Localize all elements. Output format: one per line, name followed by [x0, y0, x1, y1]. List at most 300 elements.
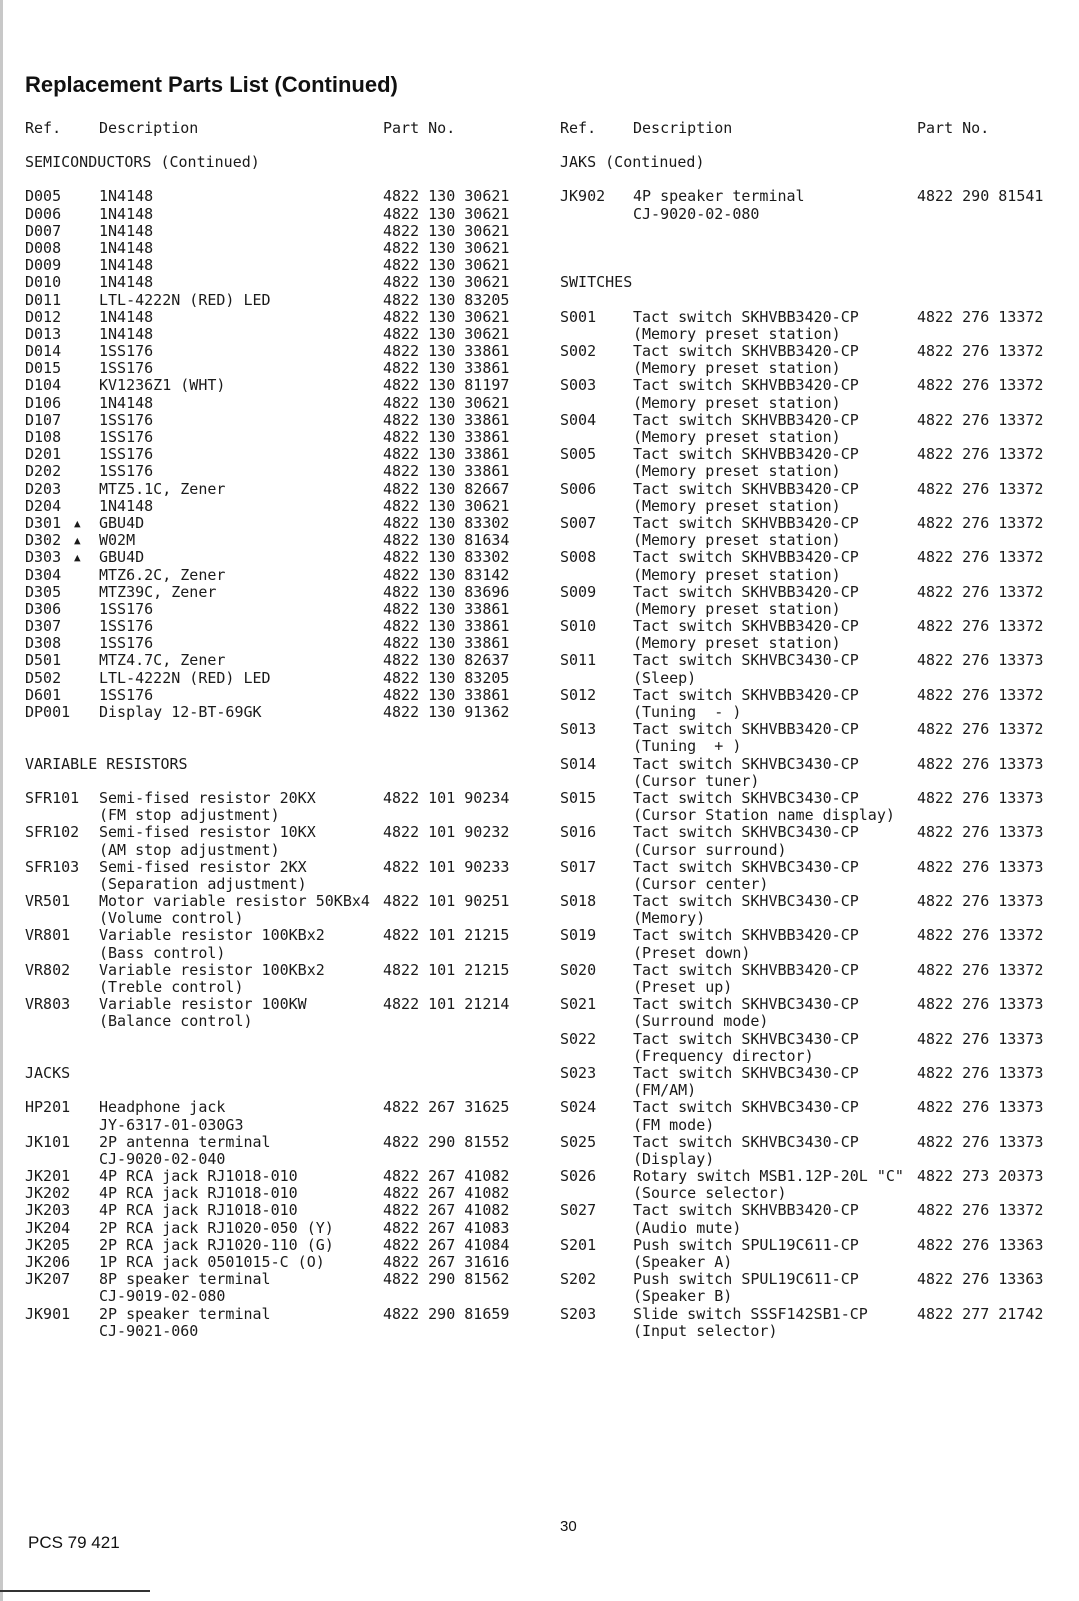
part-description: LTL-4222N (RED) LED — [99, 668, 271, 687]
part-row — [25, 481, 535, 498]
part-ref: D108 — [25, 428, 62, 446]
part-ref: D308 — [25, 634, 62, 653]
part-description: (Cursor Station name display) — [633, 806, 895, 825]
part-row — [25, 1271, 535, 1305]
part-row — [560, 412, 1070, 446]
part-number: 4822 130 82637 — [383, 651, 510, 670]
part-row — [25, 635, 535, 652]
part-row — [25, 893, 535, 927]
part-description: 1N4148 — [99, 307, 154, 326]
part-description: 2P antenna terminal — [99, 1132, 271, 1151]
part-row — [25, 1220, 535, 1237]
part-number: 4822 130 83302 — [383, 513, 510, 532]
part-number: 4822 130 33861 — [383, 617, 510, 636]
column-header — [560, 120, 1070, 137]
part-number: 4822 130 33861 — [383, 445, 510, 464]
part-description: Tact switch SKHVBC3430-CP — [633, 995, 859, 1014]
part-description: Tact switch SKHVBC3430-CP — [633, 1098, 859, 1117]
part-row — [560, 515, 1070, 549]
part-row — [560, 618, 1070, 652]
part-number: 4822 130 83142 — [383, 565, 510, 584]
part-description: (Memory preset station) — [633, 634, 841, 653]
part-number: 4822 276 13372 — [917, 720, 1044, 739]
part-ref: S017 — [560, 857, 597, 876]
part-row — [560, 377, 1070, 411]
left-sections — [25, 154, 535, 1340]
part-number: 4822 130 30621 — [383, 221, 510, 240]
part-row — [560, 1271, 1070, 1305]
part-description: MTZ4.7C, Zener — [99, 651, 226, 670]
part-ref: D301 — [25, 513, 62, 532]
part-number: 4822 130 30621 — [383, 273, 510, 292]
header-ref: Ref. — [560, 119, 597, 137]
part-number: 4822 130 33861 — [383, 410, 510, 429]
part-ref: JK206 — [25, 1253, 71, 1271]
part-number: 4822 101 90232 — [383, 823, 510, 842]
part-description: 4P RCA jack RJ1018-010 — [99, 1167, 298, 1186]
header-description: Description — [99, 119, 199, 137]
part-description: (Memory preset station) — [633, 428, 841, 446]
part-description: Tact switch SKHVBC3430-CP — [633, 1029, 859, 1048]
part-number: 4822 101 21214 — [383, 995, 510, 1014]
part-ref: D201 — [25, 445, 62, 464]
part-description: (Memory preset station) — [633, 531, 841, 550]
part-ref: S012 — [560, 685, 597, 704]
part-description: (Tuning + ) — [633, 737, 742, 756]
part-number: 4822 276 13372 — [917, 376, 1044, 395]
part-description: Tact switch SKHVBB3420-CP — [633, 720, 859, 739]
part-ref: VR803 — [25, 995, 71, 1014]
part-number: 4822 276 13372 — [917, 617, 1044, 636]
part-ref: S019 — [560, 926, 597, 945]
part-row — [560, 446, 1070, 480]
part-description: (Memory preset station) — [633, 496, 841, 515]
part-row — [25, 274, 535, 291]
part-description: (Tuning - ) — [633, 703, 742, 721]
part-row — [560, 996, 1070, 1030]
part-number: 4822 130 33861 — [383, 428, 510, 446]
part-row — [25, 962, 535, 996]
part-ref: D006 — [25, 204, 62, 223]
part-description: 1N4148 — [99, 324, 154, 343]
part-number: 4822 101 21215 — [383, 960, 510, 979]
part-ref: S016 — [560, 823, 597, 842]
part-description: (Memory preset station) — [633, 359, 841, 378]
part-description: Tact switch SKHVBB3420-CP — [633, 617, 859, 636]
part-description: Tact switch SKHVBC3430-CP — [633, 1063, 859, 1082]
part-ref: JK207 — [25, 1270, 71, 1289]
part-number: 4822 276 13373 — [917, 823, 1044, 842]
part-ref: S005 — [560, 445, 597, 464]
part-number: 4822 130 30621 — [383, 256, 510, 275]
section-heading: SWITCHES — [560, 273, 633, 292]
part-ref: S009 — [560, 582, 597, 601]
safety-warning-icon: ▲ — [74, 516, 81, 530]
part-number: 4822 267 41083 — [383, 1218, 510, 1237]
header-part-no: Part No. — [383, 119, 456, 137]
part-row — [25, 446, 535, 463]
part-description: 1N4148 — [99, 256, 154, 275]
part-ref: D014 — [25, 342, 62, 361]
part-ref: S002 — [560, 342, 597, 361]
part-ref: D302 — [25, 531, 62, 550]
header-part-no: Part No. — [917, 119, 990, 137]
part-row — [560, 1306, 1070, 1340]
part-description: Headphone jack — [99, 1098, 226, 1117]
part-ref: D010 — [25, 273, 62, 292]
part-number: 4822 276 13372 — [917, 926, 1044, 945]
part-description: Tact switch SKHVBB3420-CP — [633, 445, 859, 464]
part-number: 4822 130 33861 — [383, 599, 510, 618]
part-ref: D012 — [25, 307, 62, 326]
part-ref: S027 — [560, 1201, 597, 1220]
part-ref: D104 — [25, 376, 62, 395]
part-row — [560, 859, 1070, 893]
part-row — [25, 360, 535, 377]
part-ref: S023 — [560, 1063, 597, 1082]
part-number: 4822 101 90233 — [383, 857, 510, 876]
part-ref: S201 — [560, 1235, 597, 1254]
part-number: 4822 267 31616 — [383, 1253, 510, 1271]
part-row — [560, 962, 1070, 996]
part-row — [25, 515, 535, 532]
part-description: W02M — [99, 531, 136, 550]
part-row — [25, 395, 535, 412]
part-row — [560, 1031, 1070, 1065]
part-description: Tact switch SKHVBB3420-CP — [633, 342, 859, 361]
part-description: (Input selector) — [633, 1321, 778, 1340]
part-description: 1SS176 — [99, 685, 154, 704]
part-row — [560, 549, 1070, 583]
part-number: 4822 276 13363 — [917, 1235, 1044, 1254]
part-description: (Cursor center) — [633, 874, 769, 893]
part-ref: JK201 — [25, 1167, 71, 1186]
part-ref: S001 — [560, 307, 597, 326]
part-number: 4822 130 30621 — [383, 204, 510, 223]
right-column — [560, 120, 1070, 1340]
part-number: 4822 267 31625 — [383, 1098, 510, 1117]
part-description: 1N4148 — [99, 273, 154, 292]
part-row — [25, 257, 535, 274]
part-row — [25, 412, 535, 429]
part-description: CJ-9020-02-040 — [99, 1149, 226, 1168]
part-number: 4822 276 13373 — [917, 892, 1044, 911]
part-description: 1SS176 — [99, 428, 154, 446]
part-number: 4822 130 33861 — [383, 685, 510, 704]
safety-warning-icon: ▲ — [74, 551, 81, 565]
part-description: Tact switch SKHVBB3420-CP — [633, 926, 859, 945]
part-row — [560, 1237, 1070, 1271]
part-row — [25, 292, 535, 309]
part-ref: S024 — [560, 1098, 597, 1117]
part-description: (Separation adjustment) — [99, 874, 307, 893]
part-number: 4822 130 81634 — [383, 531, 510, 550]
part-number: 4822 267 41082 — [383, 1184, 510, 1203]
header-description: Description — [633, 119, 733, 137]
right-sections — [560, 154, 1070, 1340]
part-ref: S004 — [560, 410, 597, 429]
safety-warning-icon: ▲ — [74, 534, 81, 548]
part-number: 4822 101 21215 — [383, 926, 510, 945]
part-description: 2P RCA jack RJ1020-110 (G) — [99, 1235, 334, 1254]
part-description: 1P RCA jack 0501015-C (O) — [99, 1253, 325, 1271]
part-row — [25, 1099, 535, 1133]
part-number: 4822 130 30621 — [383, 187, 510, 206]
part-row — [25, 927, 535, 961]
part-description: JY-6317-01-030G3 — [99, 1115, 244, 1134]
part-number: 4822 276 13373 — [917, 788, 1044, 807]
part-ref: DP001 — [25, 703, 71, 721]
part-number: 4822 290 81552 — [383, 1132, 510, 1151]
part-row — [560, 343, 1070, 377]
part-row — [560, 584, 1070, 618]
part-row — [560, 1202, 1070, 1236]
part-row — [25, 223, 535, 240]
part-description: (Cursor surround) — [633, 840, 787, 859]
part-description: (Memory preset station) — [633, 393, 841, 412]
part-description: (Audio mute) — [633, 1218, 742, 1237]
part-row — [25, 618, 535, 635]
part-description: 1N4148 — [99, 221, 154, 240]
part-ref: D307 — [25, 617, 62, 636]
part-ref: S202 — [560, 1270, 597, 1289]
part-row — [25, 859, 535, 893]
part-description: MTZ5.1C, Zener — [99, 479, 226, 498]
part-description: (Preset down) — [633, 943, 751, 962]
part-ref: D306 — [25, 599, 62, 618]
part-row — [25, 326, 535, 343]
part-description: 1SS176 — [99, 599, 154, 618]
part-ref: S003 — [560, 376, 597, 395]
part-row — [560, 756, 1070, 790]
part-number: 4822 276 13372 — [917, 685, 1044, 704]
part-row — [25, 1185, 535, 1202]
part-row — [25, 1134, 535, 1168]
part-description: Tact switch SKHVBB3420-CP — [633, 685, 859, 704]
part-description: (Display) — [633, 1149, 715, 1168]
part-number: 4822 130 83302 — [383, 548, 510, 567]
part-ref: S026 — [560, 1167, 597, 1186]
part-description: (Memory preset station) — [633, 324, 841, 343]
part-ref: D008 — [25, 238, 62, 257]
part-row — [560, 1168, 1070, 1202]
part-row — [25, 498, 535, 515]
part-description: 1SS176 — [99, 617, 154, 636]
part-number: 4822 276 13373 — [917, 1063, 1044, 1082]
part-ref: D013 — [25, 324, 62, 343]
part-description: Tact switch SKHVBC3430-CP — [633, 1132, 859, 1151]
part-row — [560, 309, 1070, 343]
part-description: (Treble control) — [99, 978, 244, 996]
part-number: 4822 276 13372 — [917, 960, 1044, 979]
part-description: (Preset up) — [633, 978, 733, 996]
part-row — [560, 1099, 1070, 1133]
document-code: PCS 79 421 — [28, 1533, 120, 1552]
part-row — [25, 601, 535, 618]
part-description: CJ-9019-02-080 — [99, 1287, 226, 1306]
part-row — [560, 188, 1070, 222]
part-description: (Memory) — [633, 909, 706, 928]
part-description: Tact switch SKHVBC3430-CP — [633, 857, 859, 876]
part-row — [560, 927, 1070, 961]
column-header — [25, 120, 535, 137]
part-number: 4822 130 30621 — [383, 393, 510, 412]
part-row — [560, 790, 1070, 824]
part-ref: JK203 — [25, 1201, 71, 1220]
part-description: Motor variable resistor 50KBx4 — [99, 892, 370, 911]
part-ref: D502 — [25, 668, 62, 687]
part-ref: D601 — [25, 685, 62, 704]
part-row — [25, 206, 535, 223]
part-ref: D501 — [25, 651, 62, 670]
part-description: KV1236Z1 (WHT) — [99, 376, 226, 395]
part-description: Variable resistor 100KW — [99, 995, 307, 1014]
part-row — [560, 721, 1070, 755]
part-description: 8P speaker terminal — [99, 1270, 271, 1289]
part-number: 4822 130 33861 — [383, 634, 510, 653]
part-ref: JK101 — [25, 1132, 71, 1151]
part-description: (FM/AM) — [633, 1081, 697, 1100]
part-row — [25, 1202, 535, 1219]
part-number: 4822 130 30621 — [383, 496, 510, 515]
part-ref: JK902 — [560, 187, 606, 206]
part-row — [25, 1168, 535, 1185]
part-ref: S010 — [560, 617, 597, 636]
part-ref: S013 — [560, 720, 597, 739]
part-description: 1N4148 — [99, 393, 154, 412]
part-description: 1SS176 — [99, 445, 154, 464]
part-ref: D015 — [25, 359, 62, 378]
part-ref: D007 — [25, 221, 62, 240]
part-ref: S008 — [560, 548, 597, 567]
part-description: MTZ6.2C, Zener — [99, 565, 226, 584]
part-ref: S021 — [560, 995, 597, 1014]
part-description: (Bass control) — [99, 943, 226, 962]
part-row — [25, 687, 535, 704]
part-row — [560, 893, 1070, 927]
part-number: 4822 276 13372 — [917, 548, 1044, 567]
part-description: Tact switch SKHVBB3420-CP — [633, 479, 859, 498]
part-description: 1SS176 — [99, 410, 154, 429]
part-ref: S011 — [560, 651, 597, 670]
part-description: (Surround mode) — [633, 1012, 769, 1031]
part-number: 4822 276 13372 — [917, 342, 1044, 361]
part-description: Display 12-BT-69GK — [99, 703, 262, 721]
part-row — [25, 549, 535, 566]
part-ref: S006 — [560, 479, 597, 498]
part-ref: S014 — [560, 754, 597, 773]
section-heading: VARIABLE RESISTORS — [25, 754, 188, 773]
part-description: (Sleep) — [633, 668, 697, 687]
part-number: 4822 276 13373 — [917, 1029, 1044, 1048]
part-number: 4822 267 41082 — [383, 1167, 510, 1186]
part-description: 1SS176 — [99, 359, 154, 378]
part-description: (Frequency director) — [633, 1046, 814, 1065]
part-description: Rotary switch MSB1.12P-20L "C" — [633, 1167, 904, 1186]
part-description: 4P RCA jack RJ1018-010 — [99, 1201, 298, 1220]
part-description: Push switch SPUL19C611-CP — [633, 1235, 859, 1254]
part-description: Tact switch SKHVBB3420-CP — [633, 582, 859, 601]
part-ref: VR802 — [25, 960, 71, 979]
part-ref: S020 — [560, 960, 597, 979]
part-description: 1SS176 — [99, 342, 154, 361]
part-description: Tact switch SKHVBB3420-CP — [633, 548, 859, 567]
part-row — [25, 996, 535, 1030]
part-ref: SFR101 — [25, 788, 80, 807]
part-number: 4822 276 13373 — [917, 754, 1044, 773]
part-description: 4P RCA jack RJ1018-010 — [99, 1184, 298, 1203]
part-ref: JK901 — [25, 1304, 71, 1323]
section-heading: JACKS — [25, 1063, 71, 1082]
part-description: (Source selector) — [633, 1184, 787, 1203]
part-number: 4822 276 13372 — [917, 513, 1044, 532]
part-number: 4822 130 83696 — [383, 582, 510, 601]
part-description: CJ-9021-060 — [99, 1321, 199, 1340]
part-description: (Volume control) — [99, 909, 244, 928]
part-row — [560, 481, 1070, 515]
part-description: Tact switch SKHVBB3420-CP — [633, 513, 859, 532]
part-row — [25, 704, 535, 721]
part-description: LTL-4222N (RED) LED — [99, 290, 271, 309]
part-description: CJ-9020-02-080 — [633, 204, 760, 223]
part-description: 2P RCA jack RJ1020-050 (Y) — [99, 1218, 334, 1237]
part-row — [560, 1065, 1070, 1099]
part-ref: JK204 — [25, 1218, 71, 1237]
part-row — [560, 652, 1070, 686]
part-number: 4822 276 13372 — [917, 410, 1044, 429]
part-row — [25, 240, 535, 257]
part-ref: D202 — [25, 462, 62, 481]
part-row — [25, 532, 535, 549]
part-number: 4822 130 33861 — [383, 342, 510, 361]
part-number: 4822 130 30621 — [383, 324, 510, 343]
part-row — [25, 343, 535, 360]
part-ref: S018 — [560, 892, 597, 911]
part-description: Tact switch SKHVBB3420-CP — [633, 1201, 859, 1220]
part-ref: S007 — [560, 513, 597, 532]
part-description: 1N4148 — [99, 496, 154, 515]
part-description: Tact switch SKHVBC3430-CP — [633, 823, 859, 842]
part-number: 4822 290 81541 — [917, 187, 1044, 206]
part-ref: JK202 — [25, 1184, 71, 1203]
part-ref: D303 — [25, 548, 62, 567]
part-description: (Speaker B) — [633, 1287, 733, 1306]
part-description: MTZ39C, Zener — [99, 582, 217, 601]
part-number: 4822 273 20373 — [917, 1167, 1044, 1186]
part-description: (Speaker A) — [633, 1253, 733, 1271]
part-row — [560, 824, 1070, 858]
part-description: 1N4148 — [99, 204, 154, 223]
page-number: 30 — [560, 1518, 577, 1535]
part-number: 4822 276 13373 — [917, 651, 1044, 670]
part-row — [25, 790, 535, 824]
part-row — [25, 377, 535, 394]
part-ref: D106 — [25, 393, 62, 412]
part-ref: S025 — [560, 1132, 597, 1151]
part-number: 4822 290 81659 — [383, 1304, 510, 1323]
part-description: Tact switch SKHVBB3420-CP — [633, 960, 859, 979]
part-ref: SFR102 — [25, 823, 80, 842]
part-number: 4822 276 13372 — [917, 582, 1044, 601]
part-ref: VR801 — [25, 926, 71, 945]
part-description: GBU4D — [99, 513, 145, 532]
scan-edge — [0, 0, 3, 1601]
part-description: Tact switch SKHVBC3430-CP — [633, 754, 859, 773]
part-number: 4822 276 13372 — [917, 307, 1044, 326]
part-description: 1N4148 — [99, 187, 154, 206]
part-ref: HP201 — [25, 1098, 71, 1117]
part-ref: D304 — [25, 565, 62, 584]
